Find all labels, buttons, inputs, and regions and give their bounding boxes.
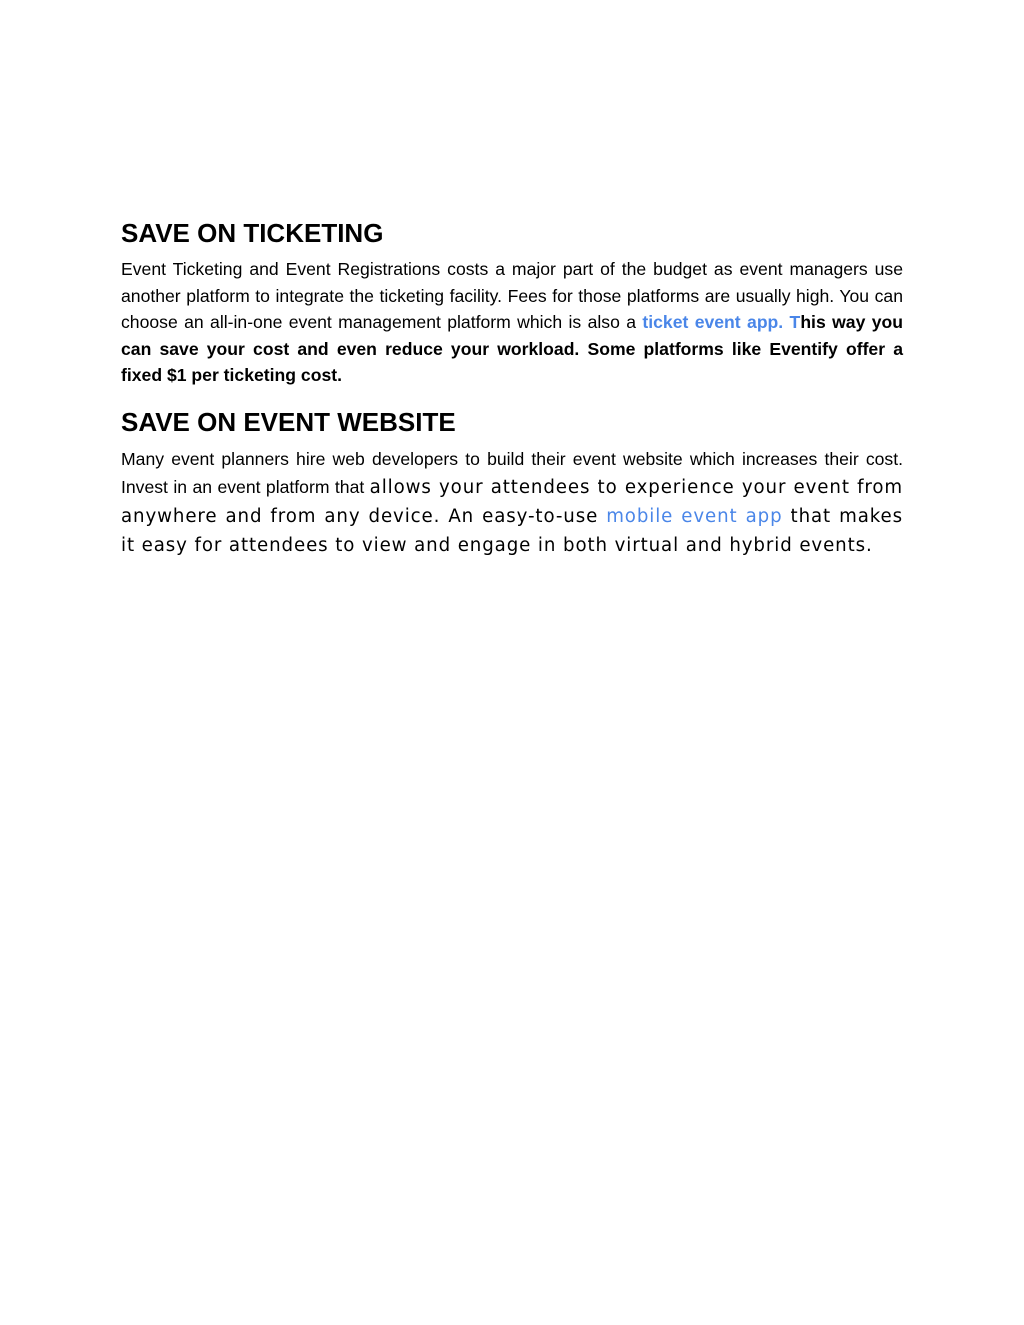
paragraph-text: Event Ticketing and Event Registrations costs a major part of the budget as event managers use another platform to integrate the ticketing facility. Fees for those platforms are usually high. You can choose an all-in-one event management platform which is also a <box>121 259 903 333</box>
section-paragraph-ticketing <box>121 256 903 389</box>
paragraph-text-alt-font: allows your attendees to experience your event from anywhere and from any device. An easy-to-use <box>121 476 903 527</box>
section-heading-ticketing: SAVE ON TICKETING <box>121 218 384 248</box>
paragraph-text-end: that makes it easy for attendees to view and engage in both virtual and hybrid events. <box>121 505 903 556</box>
section-paragraph-website <box>121 445 903 560</box>
mobile-event-app-link[interactable]: mobile event app <box>606 505 783 527</box>
document-page <box>121 214 903 560</box>
ticket-event-app-link[interactable]: ticket event app. T <box>642 312 801 333</box>
paragraph-text: Many event planners hire web developers to build their event website which increases their cost. Invest in an event platform that <box>121 448 903 497</box>
section-heading-website: SAVE ON EVENT WEBSITE <box>121 406 456 437</box>
paragraph-bold-text: his way you can save your cost and even reduce your workload. Some platforms like Eventify offer a fixed $1 per ticketing cost. <box>121 312 903 386</box>
